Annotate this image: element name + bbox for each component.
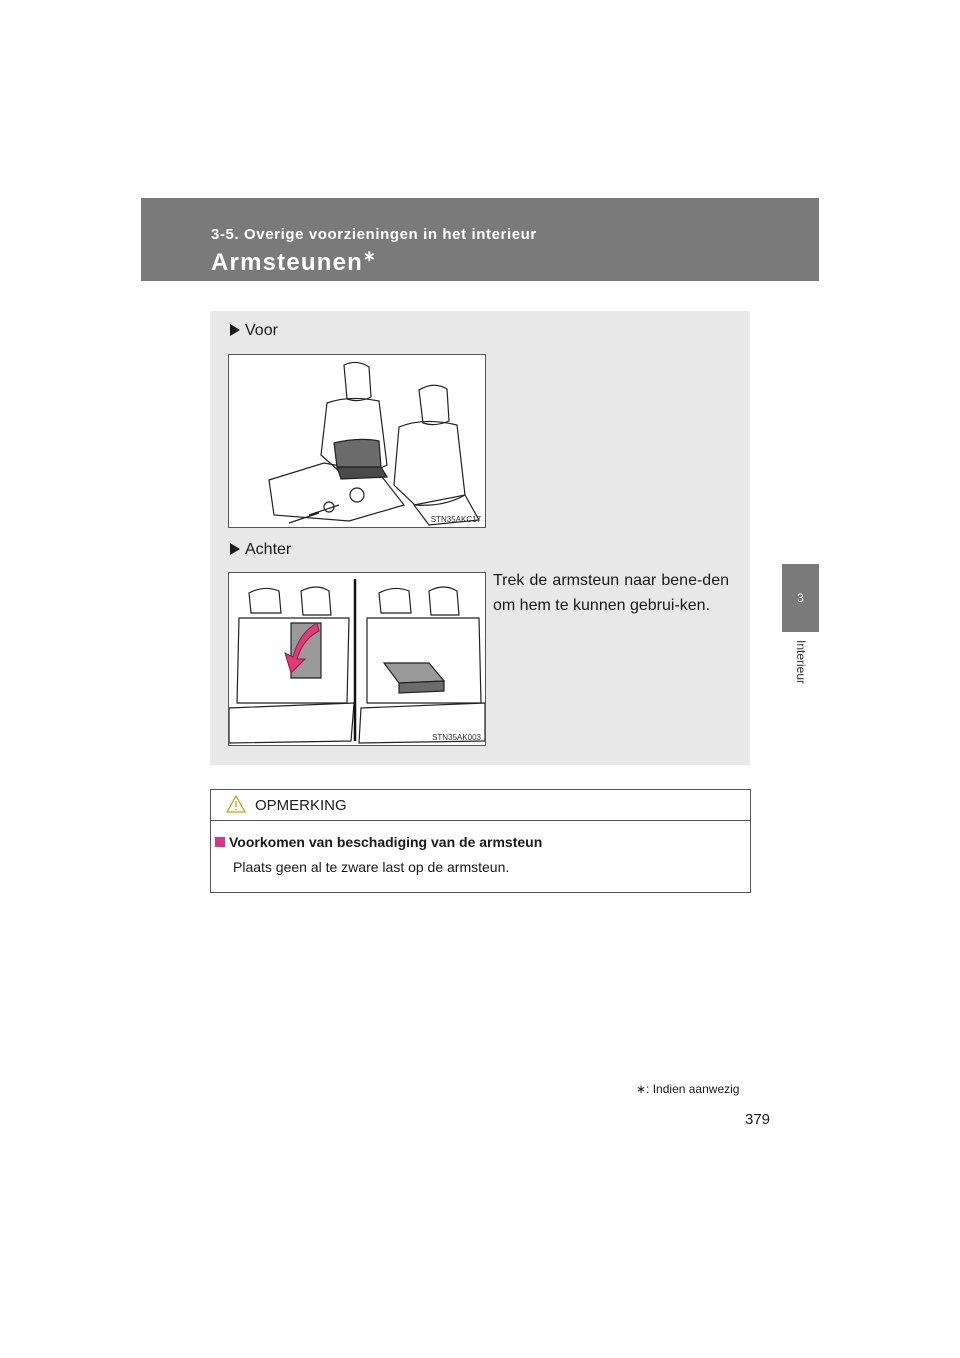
rear-armrest-illustration	[228, 572, 486, 746]
warning-icon	[226, 795, 246, 813]
optional-marker: ∗	[363, 248, 377, 265]
front-figure-code: STN35AKC17	[430, 515, 481, 524]
page-title-text: Armsteunen	[211, 249, 364, 276]
triangle-bullet-icon	[230, 543, 240, 555]
content-panel	[210, 311, 750, 765]
footnote: ∗: Indien aanwezig	[636, 1082, 740, 1096]
front-heading	[230, 322, 278, 340]
chapter-tab[interactable]: 3	[782, 564, 819, 632]
page-title	[211, 247, 377, 277]
section-label: 3-5. Overige voorzieningen in het interieur	[211, 226, 537, 243]
notice-item-text: Plaats geen al te zware last op de armsteun.	[233, 859, 510, 875]
rear-heading	[230, 541, 291, 559]
instruction-text: Trek de armsteun naar bene-den om hem te kunnen gebrui-ken.	[493, 572, 729, 614]
notice-item-title	[215, 834, 542, 850]
rear-heading-text: Achter	[245, 541, 292, 558]
front-heading-text: Voor	[245, 322, 278, 339]
rear-seats-drawing	[229, 573, 485, 745]
notice-item-title-text: Voorkomen van beschadiging van de armsteun	[229, 834, 543, 850]
front-seats-drawing	[229, 355, 485, 527]
front-armrest-illustration	[228, 354, 486, 528]
page-number: 379	[745, 1111, 771, 1128]
square-bullet-icon	[215, 837, 225, 847]
chapter-side-label: Interieur	[794, 640, 808, 685]
chapter-header	[141, 198, 819, 281]
notice-heading: OPMERKING	[255, 797, 347, 814]
triangle-bullet-icon	[230, 324, 240, 336]
notice-box	[210, 789, 751, 893]
notice-header	[211, 790, 750, 821]
rear-figure-code: STN35AK003	[432, 733, 481, 742]
